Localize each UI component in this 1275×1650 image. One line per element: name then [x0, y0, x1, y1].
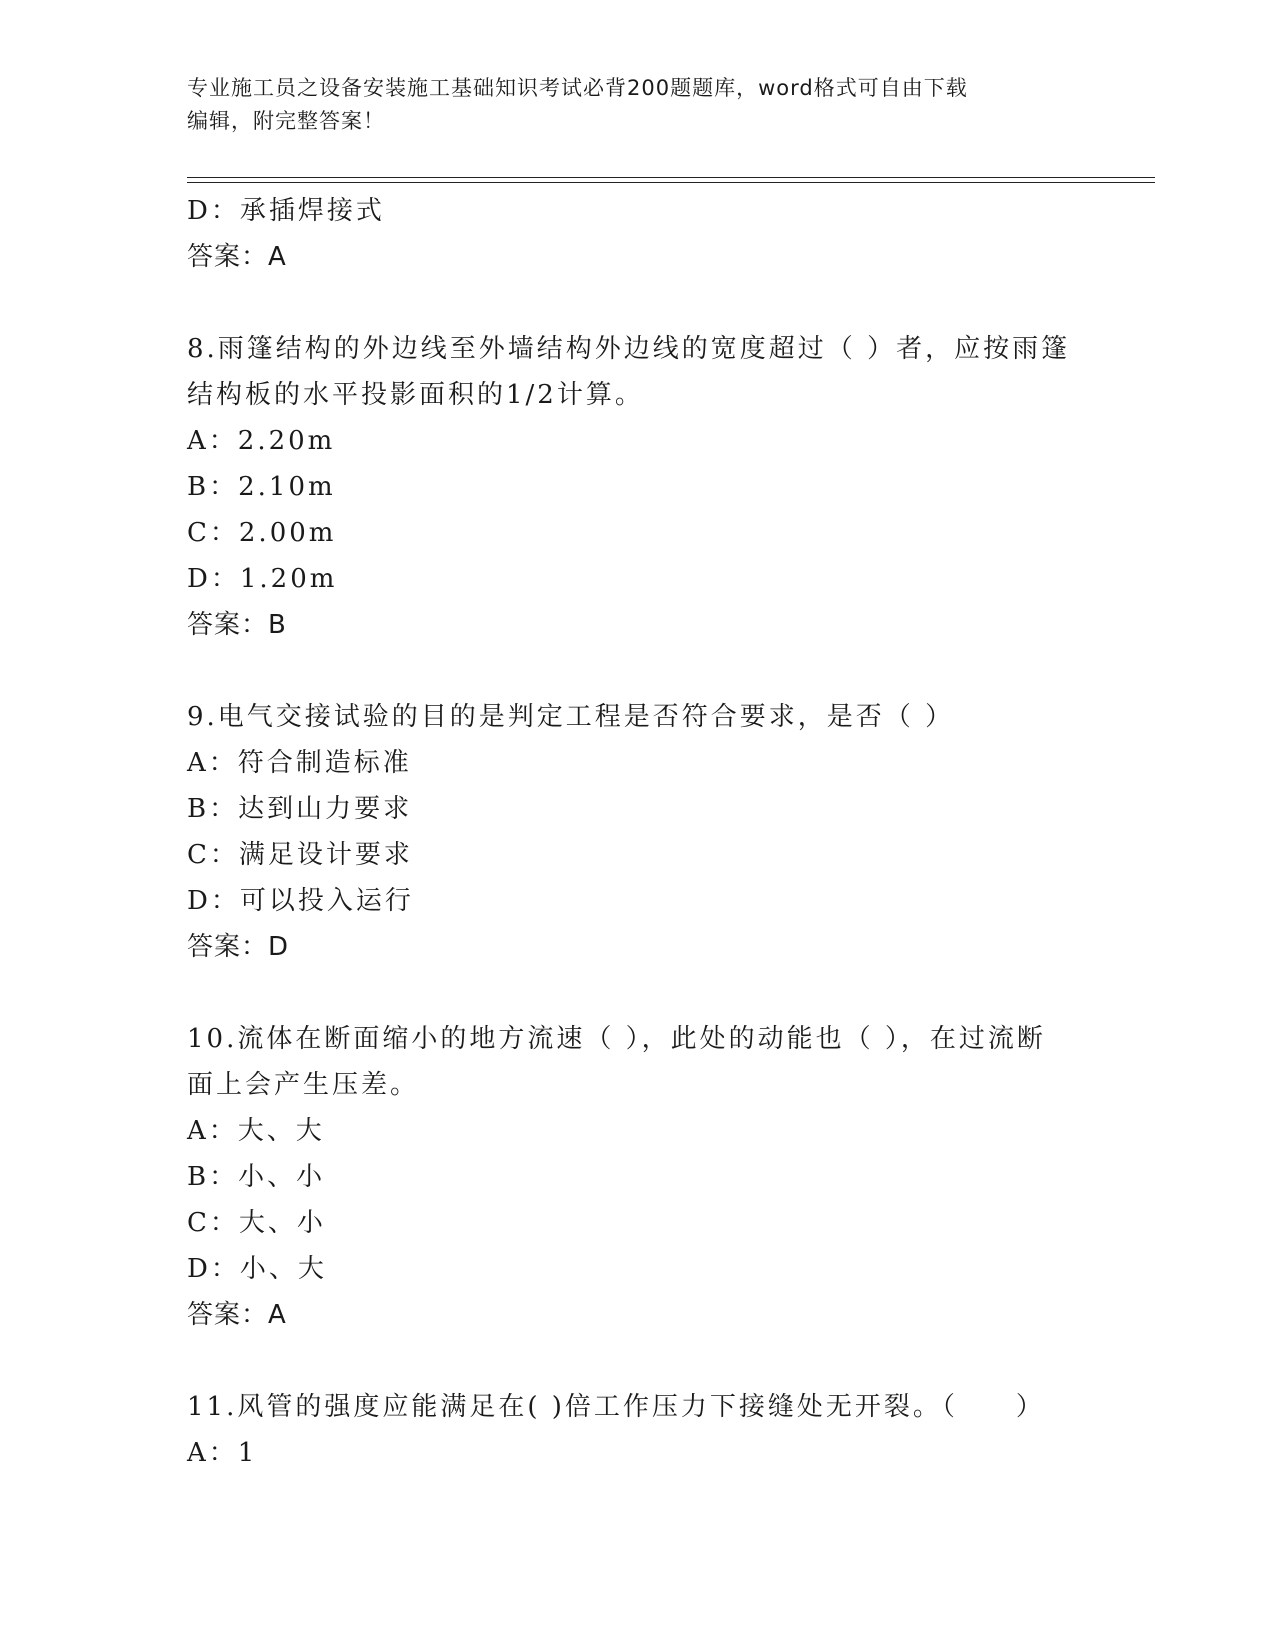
question-content — [187, 188, 1087, 1476]
option-b: B：达到山力要求 — [187, 794, 413, 824]
prev-option-d: D：承插焊接式 — [187, 196, 385, 226]
option-b: B：2.10m — [187, 472, 336, 502]
option-b: B：小、小 — [187, 1162, 326, 1192]
option-d: D：可以投入运行 — [187, 886, 414, 916]
question-stem: 8.雨篷结构的外边线至外墙结构外边线的宽度超过（ ）者，应按雨篷 — [187, 334, 1071, 364]
question-8 — [187, 326, 1087, 648]
question-11 — [187, 1384, 1087, 1476]
answer: 答案：A — [187, 1300, 287, 1330]
header-line-2: 编辑，附完整答案！ — [187, 109, 385, 133]
option-d: D：小、大 — [187, 1254, 327, 1284]
question-10 — [187, 1016, 1087, 1338]
option-a: A：2.20m — [187, 426, 336, 456]
answer: 答案：D — [187, 932, 290, 962]
header-line-1: 专业施工员之设备安装施工基础知识考试必背200题题库，word格式可自由下载 — [187, 76, 968, 100]
option-d: D：1.20m — [187, 564, 338, 594]
answer: 答案：B — [187, 610, 287, 640]
option-c: C：2.00m — [187, 518, 337, 548]
question-9 — [187, 694, 1087, 970]
question-stem-cont: 面上会产生压差。 — [187, 1070, 420, 1100]
question-stem: 10.流体在断面缩小的地方流速（ ），此处的动能也（ ），在过流断 — [187, 1024, 1046, 1054]
option-a: A：1 — [187, 1438, 258, 1468]
question-stem-cont: 结构板的水平投影面积的1/2计算。 — [187, 380, 644, 410]
option-c: C：满足设计要求 — [187, 840, 413, 870]
header-divider-top — [187, 177, 1155, 178]
document-header — [187, 72, 1087, 138]
option-a: A：大、大 — [187, 1116, 325, 1146]
option-a: A：符合制造标准 — [187, 748, 412, 778]
prev-answer: 答案：A — [187, 242, 287, 272]
header-divider-bottom — [187, 182, 1155, 183]
question-stem: 9.电气交接试验的目的是判定工程是否符合要求，是否（ ） — [187, 702, 955, 732]
question-stem: 11.风管的强度应能满足在( )倍工作压力下接缝处无开裂。（ ） — [187, 1392, 1045, 1422]
option-c: C：大、小 — [187, 1208, 326, 1238]
